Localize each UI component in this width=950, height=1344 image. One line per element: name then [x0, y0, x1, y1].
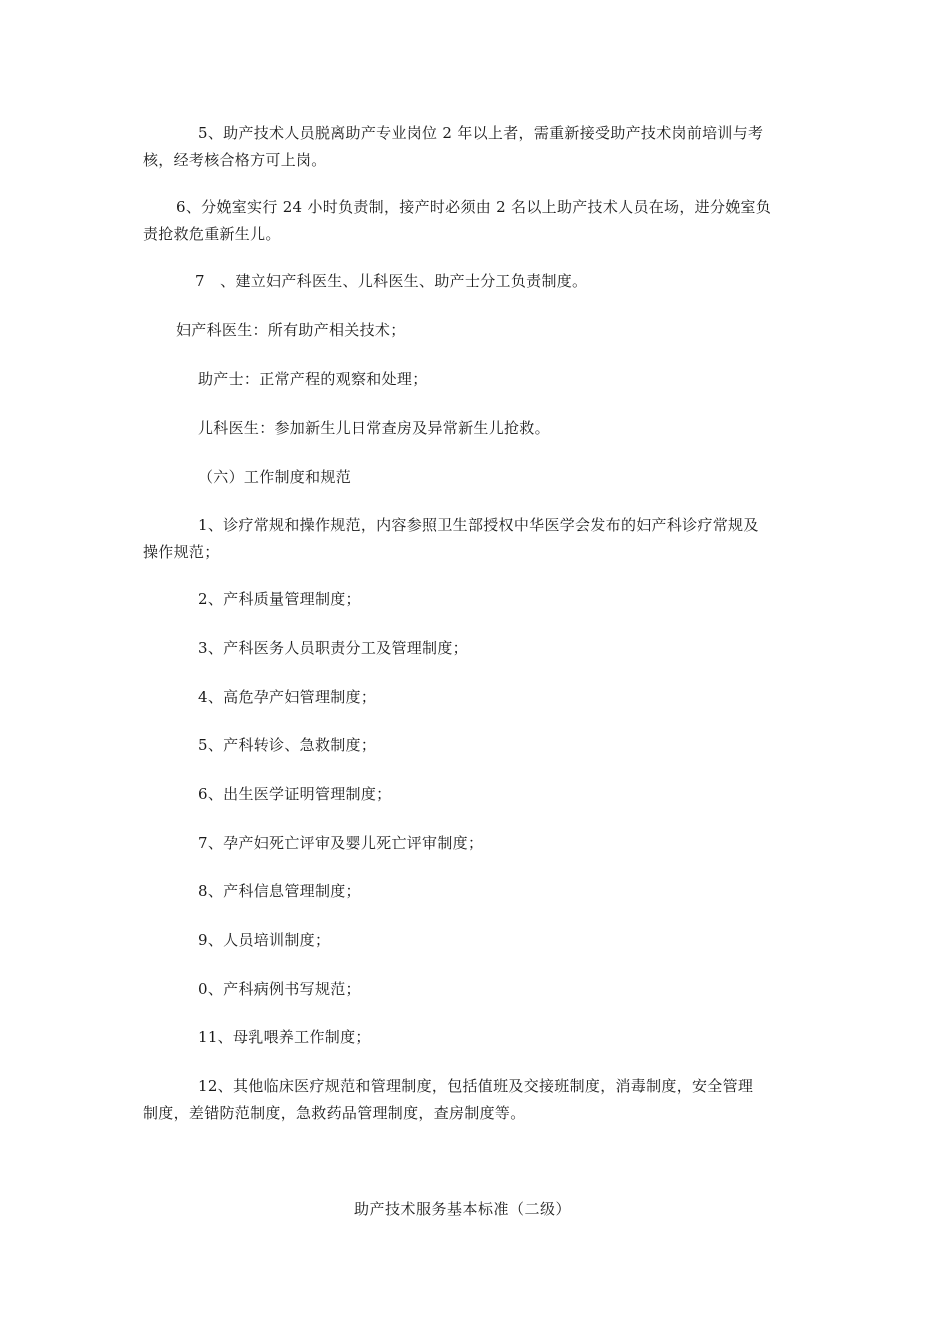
- midwife-duty: 助产士：正常产程的观察和处理；: [198, 370, 428, 388]
- rule-3: 3、产科医务人员职责分工及管理制度；: [198, 639, 468, 657]
- rule-8: 8、产科信息管理制度；: [198, 882, 361, 900]
- rule-7: 7、孕产妇死亡评审及婴儿死亡评审制度；: [198, 834, 484, 852]
- rule-4: 4、高危孕产妇管理制度；: [198, 688, 377, 706]
- rule-11: 11、母乳喂养工作制度；: [198, 1028, 371, 1046]
- rule-1-line2: 操作规范；: [143, 543, 220, 561]
- paragraph-6-line1: 6、分娩室实行 24 小时负责制，接产时必须由 2 名以上助产技术人员在场，进分娩室负: [176, 198, 772, 216]
- rule-5: 5、产科转诊、急救制度；: [198, 736, 377, 754]
- pediatric-duty: 儿科医生：参加新生儿日常查房及异常新生儿抢救。: [198, 419, 550, 437]
- next-section-title: 助产技术服务基本标准（二级）: [354, 1200, 572, 1218]
- paragraph-7: 7 、建立妇产科医生、儿科医生、助产士分工负责制度。: [195, 272, 588, 290]
- paragraph-5-line1: 5、助产技术人员脱离助产专业岗位 2 年以上者，需重新接受助产技术岗前培训与考: [198, 124, 764, 142]
- paragraph-5-line2: 核，经考核合格方可上岗。: [143, 151, 327, 169]
- rule-9: 9、人员培训制度；: [198, 931, 331, 949]
- rule-12-line2: 制度，差错防范制度，急救药品管理制度，查房制度等。: [143, 1104, 526, 1122]
- rule-12-line1: 12、其他临床医疗规范和管理制度，包括值班及交接班制度，消毒制度，安全管理: [198, 1077, 754, 1095]
- rule-6: 6、出生医学证明管理制度；: [198, 785, 392, 803]
- rule-10: 0、产科病例书写规范；: [198, 980, 361, 998]
- rule-2: 2、产科质量管理制度；: [198, 590, 361, 608]
- obgyn-duty: 妇产科医生：所有助产相关技术；: [176, 321, 406, 339]
- section-heading-work-rules: （六）工作制度和规范: [198, 468, 352, 486]
- rule-1-line1: 1、诊疗常规和操作规范，内容参照卫生部授权中华医学会发布的妇产科诊疗常规及: [198, 516, 759, 534]
- paragraph-6-line2: 责抢救危重新生儿。: [143, 225, 281, 243]
